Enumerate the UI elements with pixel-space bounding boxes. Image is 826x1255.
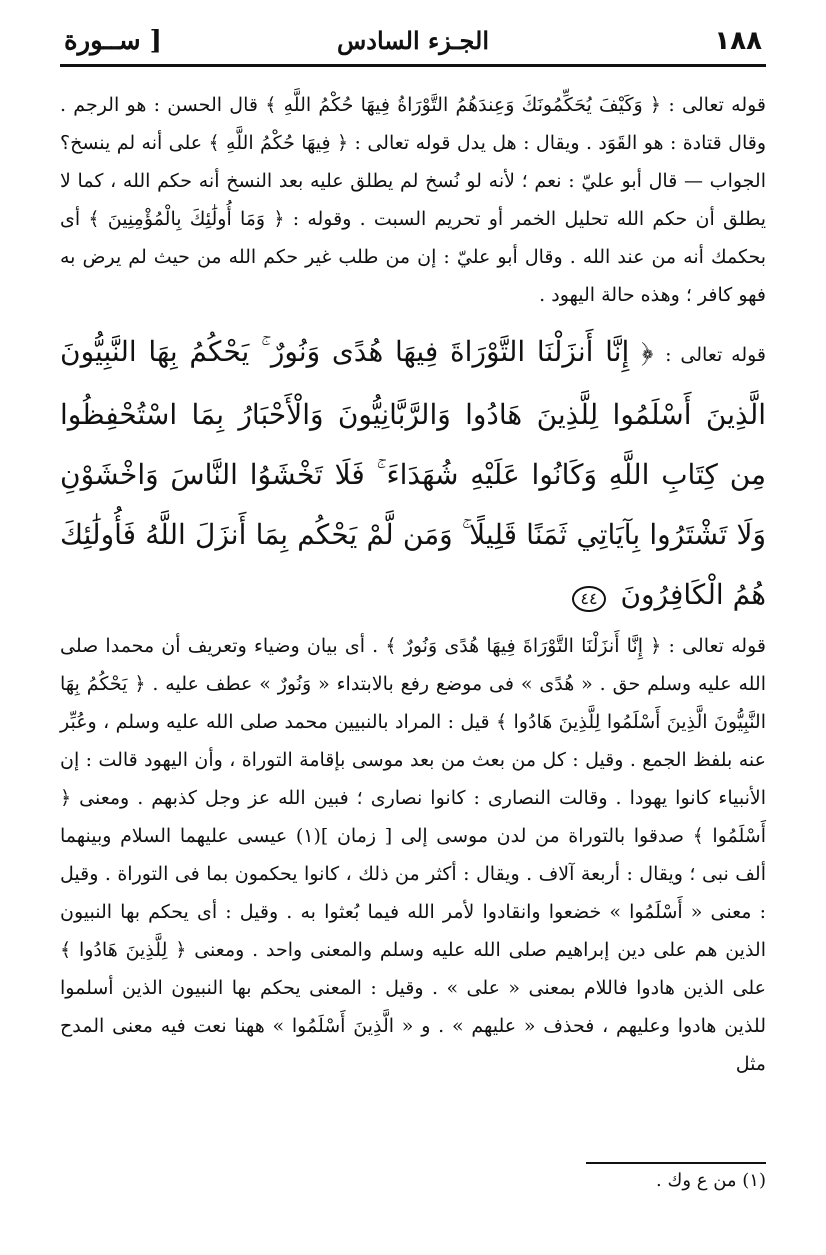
page-body: [60, 86, 766, 1083]
verse-lead: قوله تعالى :: [665, 344, 767, 366]
commentary-paragraph-2: قوله تعالى : ﴿ إِنَّا أَنزَلْنَا التَّوْرَاةَ فِيهَا هُدًى وَنُورٌ ﴾ . أى بيان وضياء وتعريف أن محمدا صلى الله عليه وسلم حق . « هُدًى » فى موضع رفع بالابتداء « وَنُورٌ » عطف عليه . ﴿ يَحْكُمُ بِهَا النَّبِيُّونَ الَّذِينَ أَسْلَمُوا لِلَّذِينَ هَادُوا ﴾ قيل : المراد بالنبيين محمد صلى الله عليه وسلم ، وعُبِّر عنه بلفظ الجمع . وقيل : كل من بعث من بعد موسى بإقامة التوراة ، وأن اليهود قالت : إن الأنبياء كانوا يهودا . وقالت النصارى : كانوا نصارى ؛ فبين الله عز وجل كذبهم . ومعنى ﴿ أَسْلَمُوا ﴾ صدقوا بالتوراة من لدن موسى إلى [ زمان ](١) عيسى عليهما السلام وبينهما ألف نبى ؛ ويقال : أربعة آلاف . ويقال : أكثر من ذلك ، كانوا يحكمون بما فى التوراة . وقيل : معنى « أَسْلَمُوا » خضعوا وانقادوا لأمر الله فيما بُعثوا به . وقيل : أى يحكم بها النبيون الذين هم على دين إبراهيم صلى الله عليه وسلم والمعنى واحد . ومعنى ﴿ لِلَّذِينَ هَادُوا ﴾ على الذين هادوا فاللام بمعنى « على » . وقيل : المعنى يحكم بها النبيون الذين أسلموا للذين هادوا وعليهم ، فحذف « عليهم » . و « الَّذِينَ أَسْلَمُوا » ههنا نعت فيه معنى المدح مثل: [60, 635, 766, 1075]
running-title: الجـزء السادس: [336, 26, 490, 55]
quran-verse: [60, 322, 766, 625]
page-header: [60, 22, 766, 67]
verse-text: ﴿ إِنَّا أَنزَلْنَا التَّوْرَاةَ فِيهَا هُدًى وَنُورٌ ۚ يَحْكُمُ بِهَا النَّبِيُّونَ الَّذِينَ أَسْلَمُوا لِلَّذِينَ هَادُوا وَالرَّبَّانِيُّونَ وَالْأَحْبَارُ بِمَا اسْتُحْفِظُوا مِن كِتَابِ اللَّهِ وَكَانُوا عَلَيْهِ شُهَدَاءَ ۚ فَلَا تَخْشَوُا النَّاسَ وَاخْشَوْنِ وَلَا تَشْتَرُوا بِآيَاتِي ثَمَنًا قَلِيلًا ۚ وَمَن لَّمْ يَحْكُم بِمَا أَنزَلَ اللَّهُ فَأُولَٰئِكَ هُمُ الْكَافِرُونَ: [60, 335, 767, 611]
footnote: (١) من ع وك .: [656, 1170, 766, 1191]
page-number: ١٨٨: [714, 26, 762, 56]
footnote-divider: [586, 1162, 766, 1164]
commentary-paragraph-1: قوله تعالى : ﴿ وَكَيْفَ يُحَكِّمُونَكَ وَعِندَهُمُ التَّوْرَاةُ فِيهَا حُكْمُ اللَّهِ ﴾ قال الحسن : هو الرجم . وقال قتادة : هو القَوَد . ويقال : هل يدل قوله تعالى : ﴿ فِيهَا حُكْمُ اللَّهِ ﴾ على أنه لم ينسخ؟ الجواب — قال أبو عليّ : نعم ؛ لأنه لو نُسخ لم يطلق عليه بعد النسخ أنه حكم الله ، كما لا يطلق أن حكم الله تحليل الخمر أو تحريم السبت . وقوله : ﴿ وَمَا أُولَٰئِكَ بِالْمُؤْمِنِينَ ﴾ أى بحكمك أنه من عند الله . وقال أبو عليّ : إن من طلب غير حكم الله من حيث لم يرض به فهو كافر ؛ وهذه حالة اليهود .: [60, 94, 766, 306]
verse-number-marker: ٤٤: [572, 586, 605, 612]
surah-label: [ ســورة: [64, 26, 162, 56]
